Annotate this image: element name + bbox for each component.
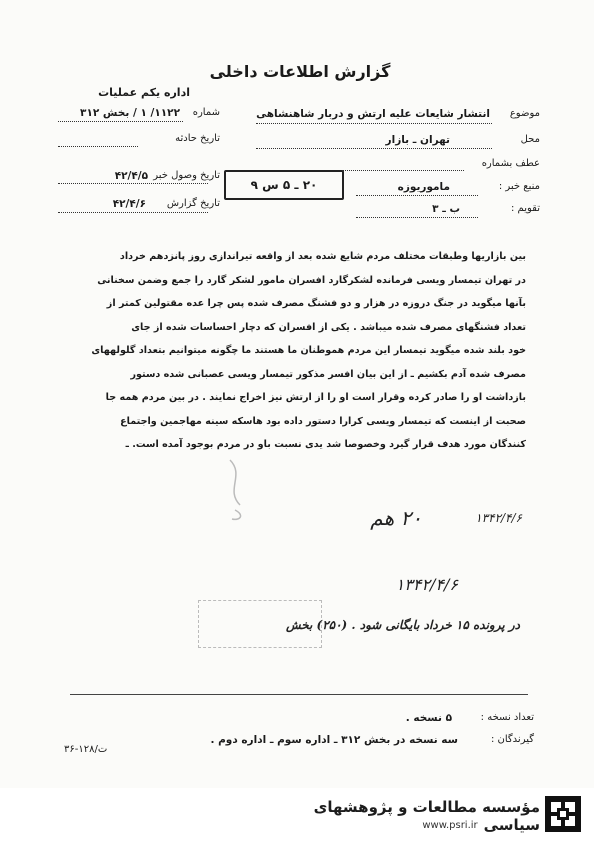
source-underline: [356, 195, 478, 196]
publisher-url[interactable]: www.psri.ir: [422, 820, 478, 831]
body-line: بین بازاریها وطبقات مختلف مردم شایع شده بعد از واقعه تیراندازی روز پانزدهم خرداد: [119, 251, 526, 262]
body-line: در تهران تیمسار ویسی فرمانده لشکرگارد افسران مامور لشکر گارد را جمع وضمن سخنانی: [97, 274, 526, 286]
source-value: ماموریوزه: [397, 181, 450, 193]
divider: [70, 694, 528, 695]
rating-label: تقویم :: [511, 203, 540, 214]
handwritten-date-2: ۱۳۴۲/۴/۶: [395, 575, 458, 594]
document-title: گزارش اطلاعات داخلی: [209, 62, 391, 81]
body-line: بازداشت او را صادر کرده وقرار است او را از ارتش نیز اخراج نمایند . در بین مردم همه جا: [105, 392, 526, 403]
report-body: [68, 245, 526, 457]
rating-underline: [356, 217, 478, 218]
handwritten-date: ۱۳۴۲/۴/۶: [475, 511, 522, 525]
copies-label: تعداد نسخه :: [480, 712, 534, 723]
place-underline: [256, 148, 492, 149]
incident-date-underline: [58, 146, 138, 147]
body-line: مصرف شده آدم بکشیم ـ از این بیان افسر مذکور تیمسار ویسی عصبانی شده دستور: [130, 368, 526, 380]
body-line: خود بلند شده میگوید تیمسار این مردم هموطنان ما هستند ما چگونه میتوانیم بتعداد گلولههای: [91, 345, 526, 356]
received-date-underline: [58, 183, 208, 184]
faint-mark: [220, 455, 260, 525]
body-line: تعداد فشنگهای مصرف شده میباشد . یکی از افسران که دچار احساسات شده از جای: [131, 321, 526, 333]
office-name: اداره یکم عملیات: [98, 86, 190, 99]
number-value: ۱۱۲۲/ ۱ / بخش ۳۱۲: [80, 107, 180, 119]
publisher-footer: [0, 788, 594, 846]
body-line: صحبت از اینست که تیمسار ویسی کرارا دستور داده بود هاسکه سینه مهاجمین واجتماع: [120, 415, 526, 427]
number-label: شماره: [192, 107, 220, 118]
report-date-label: تاریخ گزارش: [166, 198, 220, 209]
received-date-value: ۴۲/۴/۵: [114, 170, 148, 182]
rating-value: ب ـ ۳: [432, 203, 460, 215]
recipients-value: سه نسخه در بخش ۳۱۲ ـ اداره سوم ـ اداره دوم .: [210, 734, 458, 746]
report-date-underline: [58, 212, 208, 213]
handwritten-note: ۲۰ هم: [370, 506, 422, 530]
source-label: منبع خبر :: [498, 181, 540, 192]
subject-label: موضوع: [509, 108, 540, 119]
body-line: بآنها میگوید در جنگ دروزه در هزار و دو فشنگ مصرف شده پس چرا عده مقتولین کمتر از: [106, 298, 526, 309]
institute-logo-icon: [545, 796, 581, 832]
report-date-value: ۴۲/۴/۶: [112, 198, 146, 210]
number-underline: [58, 121, 183, 122]
archive-instruction: در پرونده ۱۵ خرداد بایگانی شود . (۲۵۰) بخش: [285, 618, 520, 632]
copies-value: ۵ نسخه .: [405, 712, 452, 724]
incident-date-label: تاریخ حادثه: [175, 133, 220, 144]
archive-number: ۳۶-۱۲۸/ت: [64, 744, 108, 755]
place-value: تهران ـ بازار: [385, 134, 450, 146]
recipients-label: گیرندگان :: [490, 734, 534, 745]
place-label: محل: [520, 134, 540, 145]
body-line: کنندگان مورد هدف قرار گیرد وخصوصا شد یدی نسبت باو در مردم بوجود آمده است. ـ: [125, 439, 526, 450]
received-date-label: تاریخ وصول خبر: [153, 170, 220, 181]
register-stamp: ۲۰ ـ ۵ س ۹: [224, 170, 344, 200]
subject-value: انتشار شایعات علیه ارتش و دربار شاهنشاهی: [256, 108, 490, 120]
subject-underline: [256, 123, 492, 124]
publisher-name: مؤسسه مطالعات و پژوهشهای سیاسی: [313, 798, 540, 834]
ref-label: عطف بشماره: [481, 158, 540, 169]
